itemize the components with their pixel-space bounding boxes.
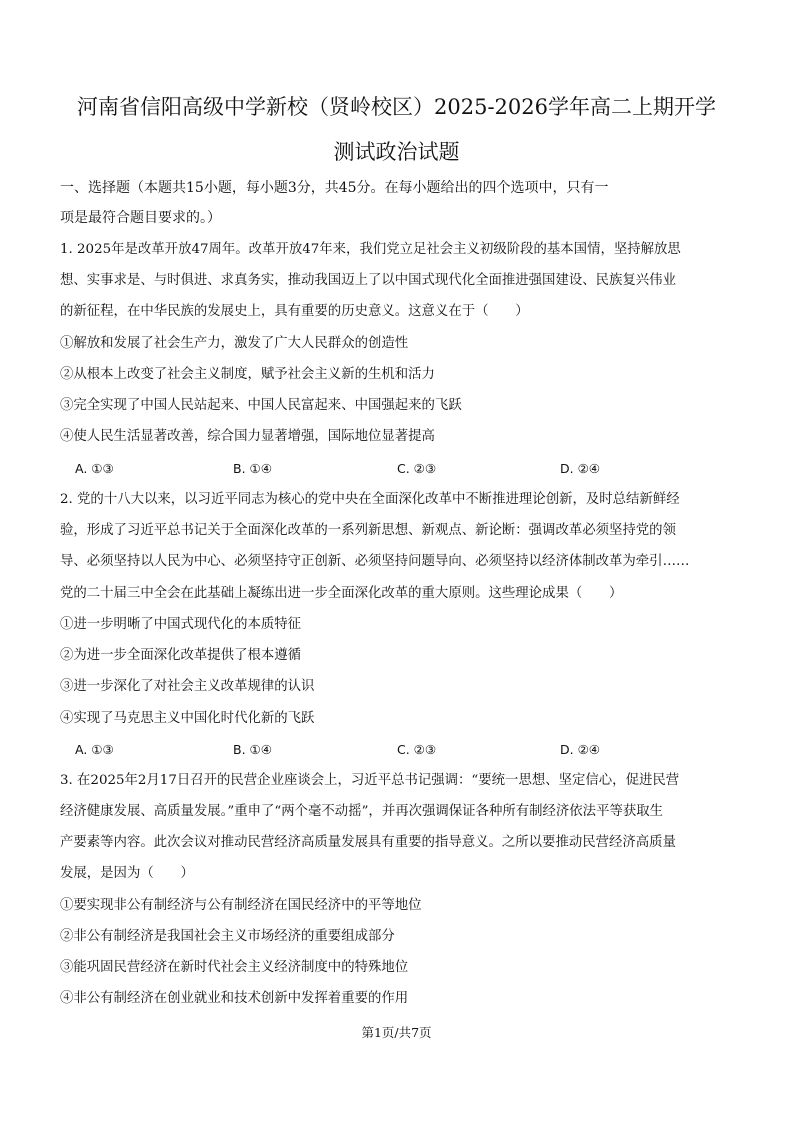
statement-item: ②非公有制经济是我国社会主义市场经济的重要组成部分 — [60, 929, 395, 944]
statement-item: ④使人民生活显著改善，综合国力显著增强，国际地位显著提高 — [60, 429, 435, 444]
question-text-line: 验，形成了习近平总书记关于全面深化改革的一系列新思想、新观点、新论断：强调改革必须坚持党的领 — [60, 523, 676, 538]
statement-item: ①进一步明晰了中国式现代化的本质特征 — [60, 617, 302, 632]
question-text-line: 经济健康发展、高质量发展。”重申了“两个毫不动摇”，并再次强调保证各种所有制经济依法平等获取生 — [60, 804, 664, 819]
option-d: D. ②④ — [560, 742, 600, 757]
statement-item: ④非公有制经济在创业就业和技术创新中发挥着重要的作用 — [60, 991, 409, 1006]
question-text-line: 发展，是因为（ ） — [60, 866, 194, 881]
answer-options — [75, 459, 655, 479]
statement-item: ①解放和发展了社会生产力，激发了广大人民群众的创造性 — [60, 336, 409, 351]
statement-item: ③能巩固民营经济在新时代社会主义经济制度中的特殊地位 — [60, 960, 409, 975]
statement-item: ③进一步深化了对社会主义改革规律的认识 — [60, 679, 315, 694]
section-heading-line-2: 项是最符合题目要求的。） — [60, 210, 221, 226]
page-number-footer: 第1页/共7页 — [361, 1025, 432, 1040]
question-text-line: 1. 2025年是改革开放47周年。改革开放47年来，我们党立足社会主义初级阶段的基本国情，坚持解放思 — [60, 242, 681, 257]
question-text-line: 的新征程，在中华民族的发展史上，具有重要的历史意义。这意义在于（ ） — [60, 304, 529, 319]
option-a: A. ①③ — [75, 461, 114, 476]
statement-item: ①要实现非公有制经济与公有制经济在国民经济中的平等地位 — [60, 898, 422, 913]
option-c: C. ②③ — [397, 742, 437, 757]
question-text-line: 导、必须坚持以人民为中心、必须坚持守正创新、必须坚持问题导向、必须坚持以经济体制改革为牵引…… — [60, 554, 690, 569]
statement-item: ②为进一步全面深化改革提供了根本遵循 — [60, 648, 302, 663]
question-text-line: 2. 党的十八大以来，以习近平同志为核心的党中央在全面深化改革中不断推进理论创新，及时总结新鲜经 — [60, 492, 680, 507]
option-b: B. ①④ — [233, 461, 272, 476]
question-text-line: 产要素等内容。此次会议对推动民营经济高质量发展具有重要的指导意义。之所以要推动民营经济高质量 — [60, 835, 676, 850]
exam-title-line-1: 河南省信阳高级中学新校（贤岭校区）2025-2026学年高二上期开学 — [77, 95, 716, 119]
question-text-line: 想、实事求是、与时俱进、求真务实，推动我国迈上了以中国式现代化全面推进强国建设、民族复兴伟业 — [60, 273, 676, 288]
option-d: D. ②④ — [560, 461, 600, 476]
exam-title-line-2: 测试政治试题 — [333, 140, 460, 164]
statement-item: ③完全实现了中国人民站起来、中国人民富起来、中国强起来的飞跃 — [60, 398, 462, 413]
question-text-line: 党的二十届三中全会在此基础上凝练出进一步全面深化改革的重大原则。这些理论成果（ ） — [60, 586, 623, 601]
statement-item: ②从根本上改变了社会主义制度，赋予社会主义新的生机和活力 — [60, 367, 435, 382]
option-b: B. ①④ — [233, 742, 272, 757]
option-a: A. ①③ — [75, 742, 114, 757]
section-heading-line-1: 一、选择题（本题共15小题，每小题3分，共45分。在每小题给出的四个选项中，只有一 — [60, 180, 609, 196]
answer-options — [75, 740, 655, 760]
option-c: C. ②③ — [397, 461, 437, 476]
statement-item: ④实现了马克思主义中国化时代化新的飞跃 — [60, 711, 315, 726]
question-text-line: 3. 在2025年2月17日召开的民营企业座谈会上，习近平总书记强调：“要统一思想、坚定信心，促进民营 — [60, 773, 680, 788]
